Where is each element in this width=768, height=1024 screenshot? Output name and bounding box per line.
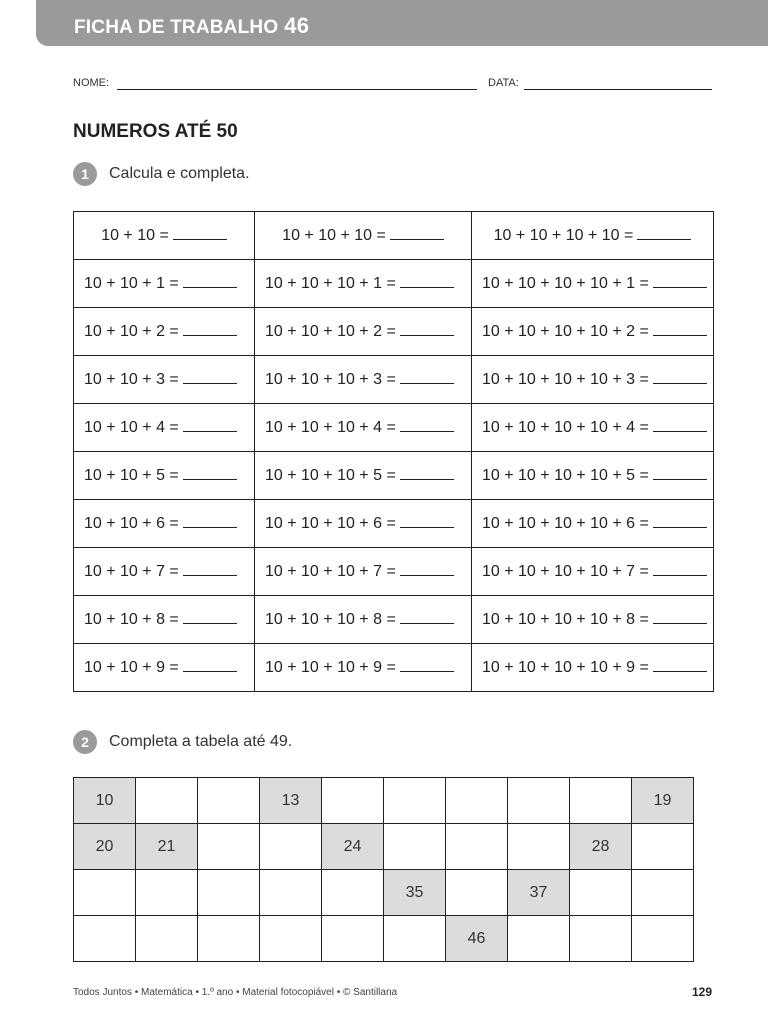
grid-cell-empty[interactable] [198,778,260,824]
calc-row [74,500,714,548]
calc-cell [255,452,472,500]
answer-blank[interactable] [653,670,707,672]
calc-cell [472,212,714,260]
grid-cell-given: 21 [136,824,198,870]
grid-cell-given: 10 [74,778,136,824]
grid-row [74,824,694,870]
calc-expression: 10 + 10 + 10 + 10 + 9 = [482,658,649,676]
grid-cell-empty[interactable] [570,870,632,916]
calc-expression: 10 + 10 + 2 = [84,322,179,340]
grid-cell-empty[interactable] [384,916,446,962]
answer-blank[interactable] [173,238,227,240]
calc-cell [472,356,714,404]
calc-expression: 10 + 10 + 5 = [84,466,179,484]
calc-expression: 10 + 10 + 10 + 6 = [265,514,396,532]
calc-row [74,404,714,452]
grid-cell-empty[interactable] [446,870,508,916]
date-label: DATA: [488,77,519,89]
grid-row [74,870,694,916]
calc-expression: 10 + 10 + 10 + 10 + 4 = [482,418,649,436]
calc-expression: 10 + 10 + 10 + 3 = [265,370,396,388]
calc-expression: 10 + 10 = [101,226,169,244]
calc-expression: 10 + 10 + 4 = [84,418,179,436]
calc-cell [255,356,472,404]
calc-cell [472,260,714,308]
calc-cell [255,404,472,452]
grid-cell-empty[interactable] [74,870,136,916]
grid-cell-given: 19 [632,778,694,824]
worksheet-title-text: FICHA DE TRABALHO [74,17,279,38]
calc-expression: 10 + 10 + 10 + 9 = [265,658,396,676]
section-title: NUMEROS ATÉ 50 [73,121,238,142]
calc-expression: 10 + 10 + 3 = [84,370,179,388]
calc-cell [74,596,255,644]
grid-cell-given: 13 [260,778,322,824]
grid-cell-empty[interactable] [508,824,570,870]
answer-blank[interactable] [653,430,707,432]
exercise-2-header [73,730,292,754]
answer-blank[interactable] [400,430,454,432]
grid-cell-empty[interactable] [570,778,632,824]
answer-blank[interactable] [653,622,707,624]
grid-cell-empty[interactable] [322,870,384,916]
calc-cell [255,644,472,692]
calc-cell [74,260,255,308]
calc-expression: 10 + 10 + 10 + 4 = [265,418,396,436]
worksheet-number: 46 [284,13,310,38]
answer-blank[interactable] [653,382,707,384]
grid-cell-given: 24 [322,824,384,870]
answer-blank[interactable] [183,478,237,480]
grid-cell-empty[interactable] [632,824,694,870]
calc-cell [74,644,255,692]
name-label: NOME: [73,77,110,89]
calc-expression: 10 + 10 + 10 + 10 = [493,226,634,244]
grid-cell-given: 28 [570,824,632,870]
calc-cell [472,308,714,356]
grid-cell-given: 37 [508,870,570,916]
grid-cell-empty[interactable] [260,870,322,916]
answer-blank[interactable] [183,526,237,528]
calc-expression: 10 + 10 + 10 + 10 + 6 = [482,514,649,532]
calc-expression: 10 + 10 + 10 + 8 = [265,610,396,628]
calc-expression: 10 + 10 + 10 = [282,226,386,244]
date-field[interactable] [524,89,712,90]
calc-row [74,260,714,308]
grid-cell-empty[interactable] [322,778,384,824]
calc-row [74,356,714,404]
answer-blank[interactable] [400,382,454,384]
calc-row [74,212,714,260]
exercise-2-instruction: Completa a tabela até 49. [109,733,293,750]
calc-expression: 10 + 10 + 10 + 5 = [265,466,396,484]
calc-row [74,596,714,644]
answer-blank[interactable] [653,478,707,480]
calc-expression: 10 + 10 + 1 = [84,274,179,292]
calc-expression: 10 + 10 + 9 = [84,658,179,676]
grid-cell-empty[interactable] [384,778,446,824]
calc-expression: 10 + 10 + 7 = [84,562,179,580]
grid-row [74,916,694,962]
answer-blank[interactable] [653,526,707,528]
answer-blank[interactable] [390,238,444,240]
answer-blank[interactable] [183,574,237,576]
answer-blank[interactable] [637,238,691,240]
calc-expression: 10 + 10 + 10 + 10 + 7 = [482,562,649,580]
exercise-1-header [73,162,250,186]
grid-cell-empty[interactable] [446,824,508,870]
grid-cell-empty[interactable] [446,778,508,824]
worksheet-title [74,13,309,39]
exercise-1-instruction: Calcula e completa. [109,165,250,182]
grid-cell-given: 46 [446,916,508,962]
calc-row [74,452,714,500]
name-field[interactable] [117,89,477,90]
calc-expression: 10 + 10 + 10 + 10 + 8 = [482,610,649,628]
footer-text: Todos Juntos • Matemática • 1.º ano • Material fotocopiável • © Santillana [73,987,398,998]
calc-expression: 10 + 10 + 10 + 1 = [265,274,396,292]
answer-blank[interactable] [183,286,237,288]
grid-cell-empty[interactable] [198,870,260,916]
answer-blank[interactable] [400,574,454,576]
calc-row [74,644,714,692]
grid-cell-empty[interactable] [508,916,570,962]
calc-expression: 10 + 10 + 10 + 10 + 3 = [482,370,649,388]
exercise-2-number: 2 [73,730,97,754]
calc-cell [472,644,714,692]
exercise-1-number: 1 [73,162,97,186]
grid-cell-empty[interactable] [136,916,198,962]
calc-row [74,308,714,356]
grid-cell-empty[interactable] [74,916,136,962]
calc-row [74,548,714,596]
calc-expression: 10 + 10 + 10 + 10 + 2 = [482,322,649,340]
calc-cell [74,452,255,500]
grid-cell-empty[interactable] [322,916,384,962]
calc-cell [74,500,255,548]
grid-cell-empty[interactable] [632,916,694,962]
calc-expression: 10 + 10 + 10 + 10 + 5 = [482,466,649,484]
calc-cell [472,548,714,596]
answer-blank[interactable] [400,478,454,480]
grid-cell-empty[interactable] [384,824,446,870]
calc-cell [255,212,472,260]
calc-cell [472,596,714,644]
calc-cell [472,404,714,452]
answer-blank[interactable] [183,430,237,432]
answer-blank[interactable] [653,334,707,336]
calc-cell [255,548,472,596]
number-grid [73,777,694,962]
calc-cell [74,212,255,260]
grid-cell-empty[interactable] [136,870,198,916]
calculation-table [73,211,714,692]
calc-cell [255,500,472,548]
answer-blank[interactable] [183,334,237,336]
calc-cell [472,500,714,548]
calc-cell [255,596,472,644]
calc-expression: 10 + 10 + 10 + 7 = [265,562,396,580]
grid-cell-given: 20 [74,824,136,870]
grid-cell-empty[interactable] [198,824,260,870]
answer-blank[interactable] [400,286,454,288]
answer-blank[interactable] [400,670,454,672]
grid-row [74,778,694,824]
answer-blank[interactable] [183,670,237,672]
answer-blank[interactable] [183,622,237,624]
grid-cell-empty[interactable] [260,916,322,962]
calc-cell [74,404,255,452]
calc-expression: 10 + 10 + 8 = [84,610,179,628]
answer-blank[interactable] [653,574,707,576]
calc-expression: 10 + 10 + 6 = [84,514,179,532]
calc-cell [74,548,255,596]
page-number: 129 [691,985,712,999]
calc-cell [74,356,255,404]
answer-blank[interactable] [183,382,237,384]
header-bar [36,0,768,46]
calc-expression: 10 + 10 + 10 + 2 = [265,322,396,340]
calc-cell [255,260,472,308]
grid-cell-given: 35 [384,870,446,916]
grid-cell-empty[interactable] [508,778,570,824]
answer-blank[interactable] [653,286,707,288]
grid-cell-empty[interactable] [632,870,694,916]
answer-blank[interactable] [400,526,454,528]
calc-cell [255,308,472,356]
answer-blank[interactable] [400,622,454,624]
calc-expression: 10 + 10 + 10 + 10 + 1 = [482,274,649,292]
grid-cell-empty[interactable] [260,824,322,870]
answer-blank[interactable] [400,334,454,336]
grid-cell-empty[interactable] [570,916,632,962]
calc-cell [472,452,714,500]
grid-cell-empty[interactable] [198,916,260,962]
calc-cell [74,308,255,356]
grid-cell-empty[interactable] [136,778,198,824]
